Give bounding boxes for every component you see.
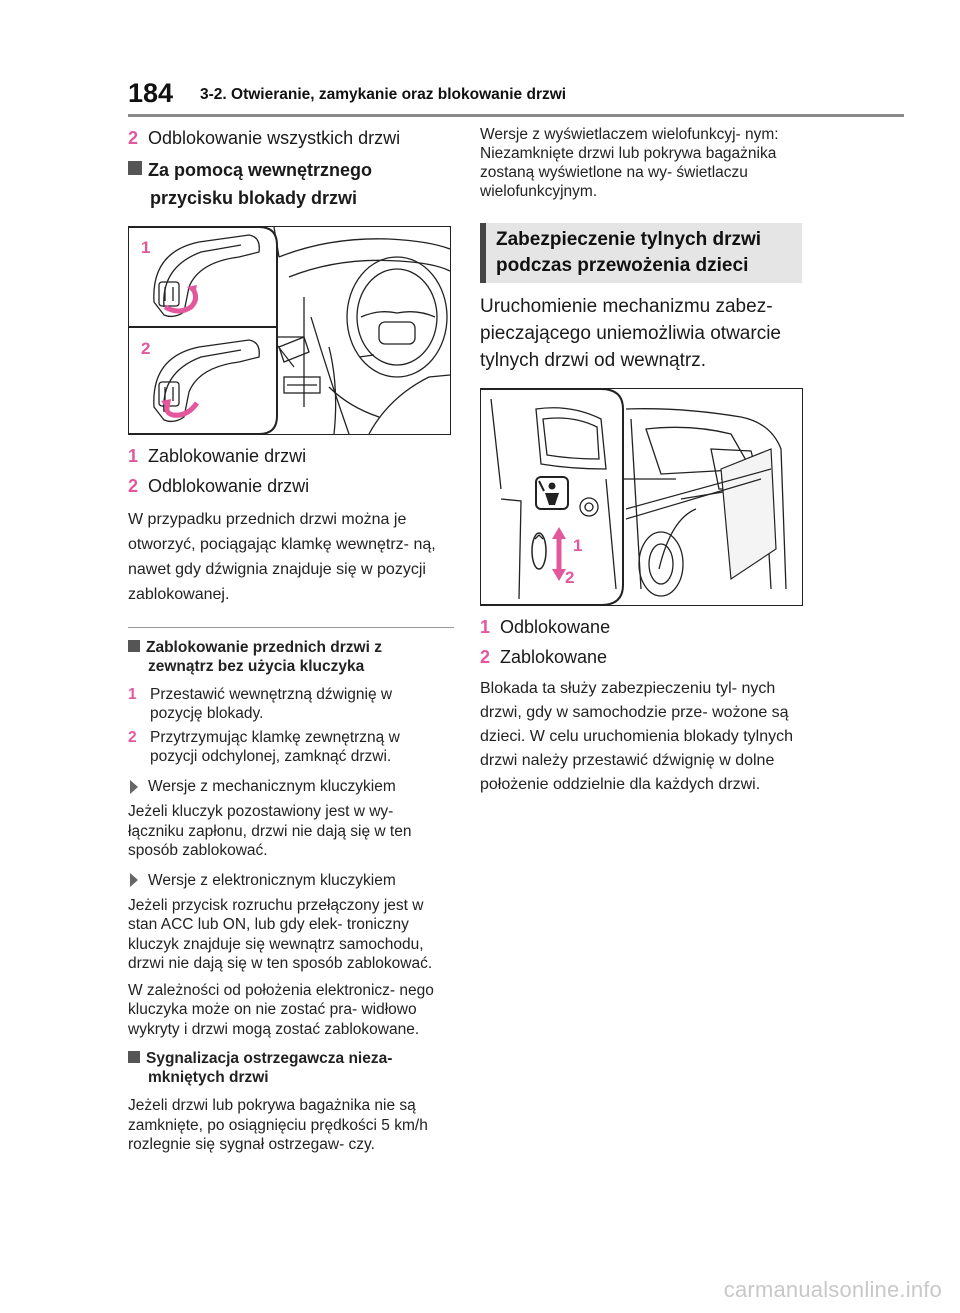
header-rule [128, 114, 904, 117]
page-number: 184 [128, 78, 174, 108]
electronic-key-text: Jeżeli przycisk rozruchu przełączony jest w stan ACC lub ON, lub gdy elek- troniczny kluczyk znajduje się wewnątrz samochodu, drzwi nie dają się w ten sposób zablokować. [128, 896, 433, 972]
electronic-key-text-2: W zależności od położenia elektronicz- nego kluczyka może on nie zostać pra- widłowo wykryty i drzwi mogą zostać zablokowane. [128, 981, 434, 1038]
step-item [128, 685, 454, 723]
step-text: Przestawić wewnętrzną dźwignię w pozycję blokady. [150, 686, 393, 722]
legend-text: Zablokowane [500, 647, 608, 667]
legend-number: 1 [480, 617, 491, 637]
page-header [128, 78, 904, 114]
figure1-label-2: 2 [141, 339, 151, 358]
step-text: Przytrzymując klamkę zewnętrzną w pozycji odchylonej, zamknąć drzwi. [150, 729, 400, 765]
intro-item-number: 2 [128, 128, 139, 148]
child-lock-illustration [481, 389, 802, 605]
legend-number: 1 [128, 446, 139, 466]
step-number: 1 [128, 686, 137, 703]
version-label: Wersje z elektronicznym kluczykiem [148, 871, 396, 889]
legend-text: Zablokowanie drzwi [148, 446, 307, 466]
door-handle-illustration [129, 227, 450, 434]
step-item [128, 728, 454, 766]
subsection-square-icon [128, 1051, 140, 1063]
figure1-label-1: 1 [141, 238, 151, 257]
legend-text: Odblokowanie drzwi [148, 476, 310, 496]
legend-item [128, 473, 454, 500]
legend-item [480, 614, 804, 641]
chapter-title: 3-2. Otwieranie, zamykanie oraz blokowanie drzwi [200, 86, 567, 103]
intro-item [128, 125, 454, 152]
legend-item [128, 443, 454, 470]
multi-display-text: Wersje z wyświetlaczem wielofunkcyj- nym: Niezamknięte drzwi lub pokrywa bagażnika zostaną wyświetlone na wy- świetlaczu wielofunkcyjnym. [480, 126, 779, 200]
left-column [128, 125, 454, 1155]
figure-door-lock-interior [128, 226, 451, 435]
right-column [480, 125, 804, 797]
version-label: Wersje z mechanicznym kluczykiem [148, 778, 396, 795]
front-door-note: W przypadku przednich drzwi można je otworzyć, pociągając klamkę wewnętrz- ną, nawet gdy dźwignia znajduje się w pozycji zablokowanej. [128, 511, 436, 603]
version-electronic-key [128, 871, 454, 890]
arrow-right-icon [130, 780, 138, 794]
intro-item-text: Odblokowanie wszystkich drzwi [148, 128, 401, 148]
figure2-legend [480, 614, 804, 671]
section-title-text: Za pomocą wewnętrznego przycisku blokady drzwi [148, 160, 373, 208]
arrow-right-icon [130, 873, 138, 887]
subsection-title-door-warning [128, 1049, 448, 1087]
figure2-label-2: 2 [565, 568, 575, 587]
section-title-child-lock: Zabezpieczenie tylnych drzwi podczas przewożenia dzieci [480, 223, 802, 283]
mechanical-key-text: Jeżeli kluczyk pozostawiony jest w wy- łączniku zapłonu, drzwi nie dają się w ten sposób zablokować. [128, 803, 412, 859]
figure-child-lock [480, 388, 803, 606]
section-title-inner-button [128, 156, 428, 212]
step-number: 2 [128, 729, 137, 746]
figure1-legend [128, 443, 454, 500]
section-square-icon [128, 161, 142, 175]
child-lock-intro: Uruchomienie mechanizmu zabez- pieczającego uniemożliwia otwarcie tylnych drzwi od wewnątrz. [480, 296, 781, 371]
legend-number: 2 [128, 476, 139, 496]
door-warning-text: Jeżeli drzwi lub pokrywa bagażnika nie są zamknięte, po osiągnięciu prędkości 5 km/h rozlegnie się sygnał ostrzegaw- czy. [128, 1097, 428, 1153]
section-divider [128, 627, 454, 628]
legend-text: Odblokowane [500, 617, 611, 637]
subsection-square-icon [128, 640, 140, 652]
legend-item [480, 644, 804, 671]
subsection-title-text: Zablokowanie przednich drzwi z zewnątrz bez użycia kluczyka [146, 639, 382, 675]
subsection-title-text: Sygnalizacja ostrzegawcza nieza- mkniętych drzwi [146, 1050, 393, 1086]
legend-number: 2 [480, 647, 491, 667]
subsection-title-lock-outside [128, 638, 428, 676]
child-lock-note: Blokada ta służy zabezpieczeniu tyl- nych drzwi, gdy w samochodzie prze- wożone są dzieci. W celu uruchomienia blokady tylnych drzwi należy przestawić dźwignię w dolne położenie oddzielnie dla każdych drzwi. [480, 680, 794, 793]
version-mechanical-key [128, 777, 454, 796]
figure2-label-1: 1 [573, 536, 583, 555]
watermark: carmanualsonline.info [723, 1277, 942, 1302]
